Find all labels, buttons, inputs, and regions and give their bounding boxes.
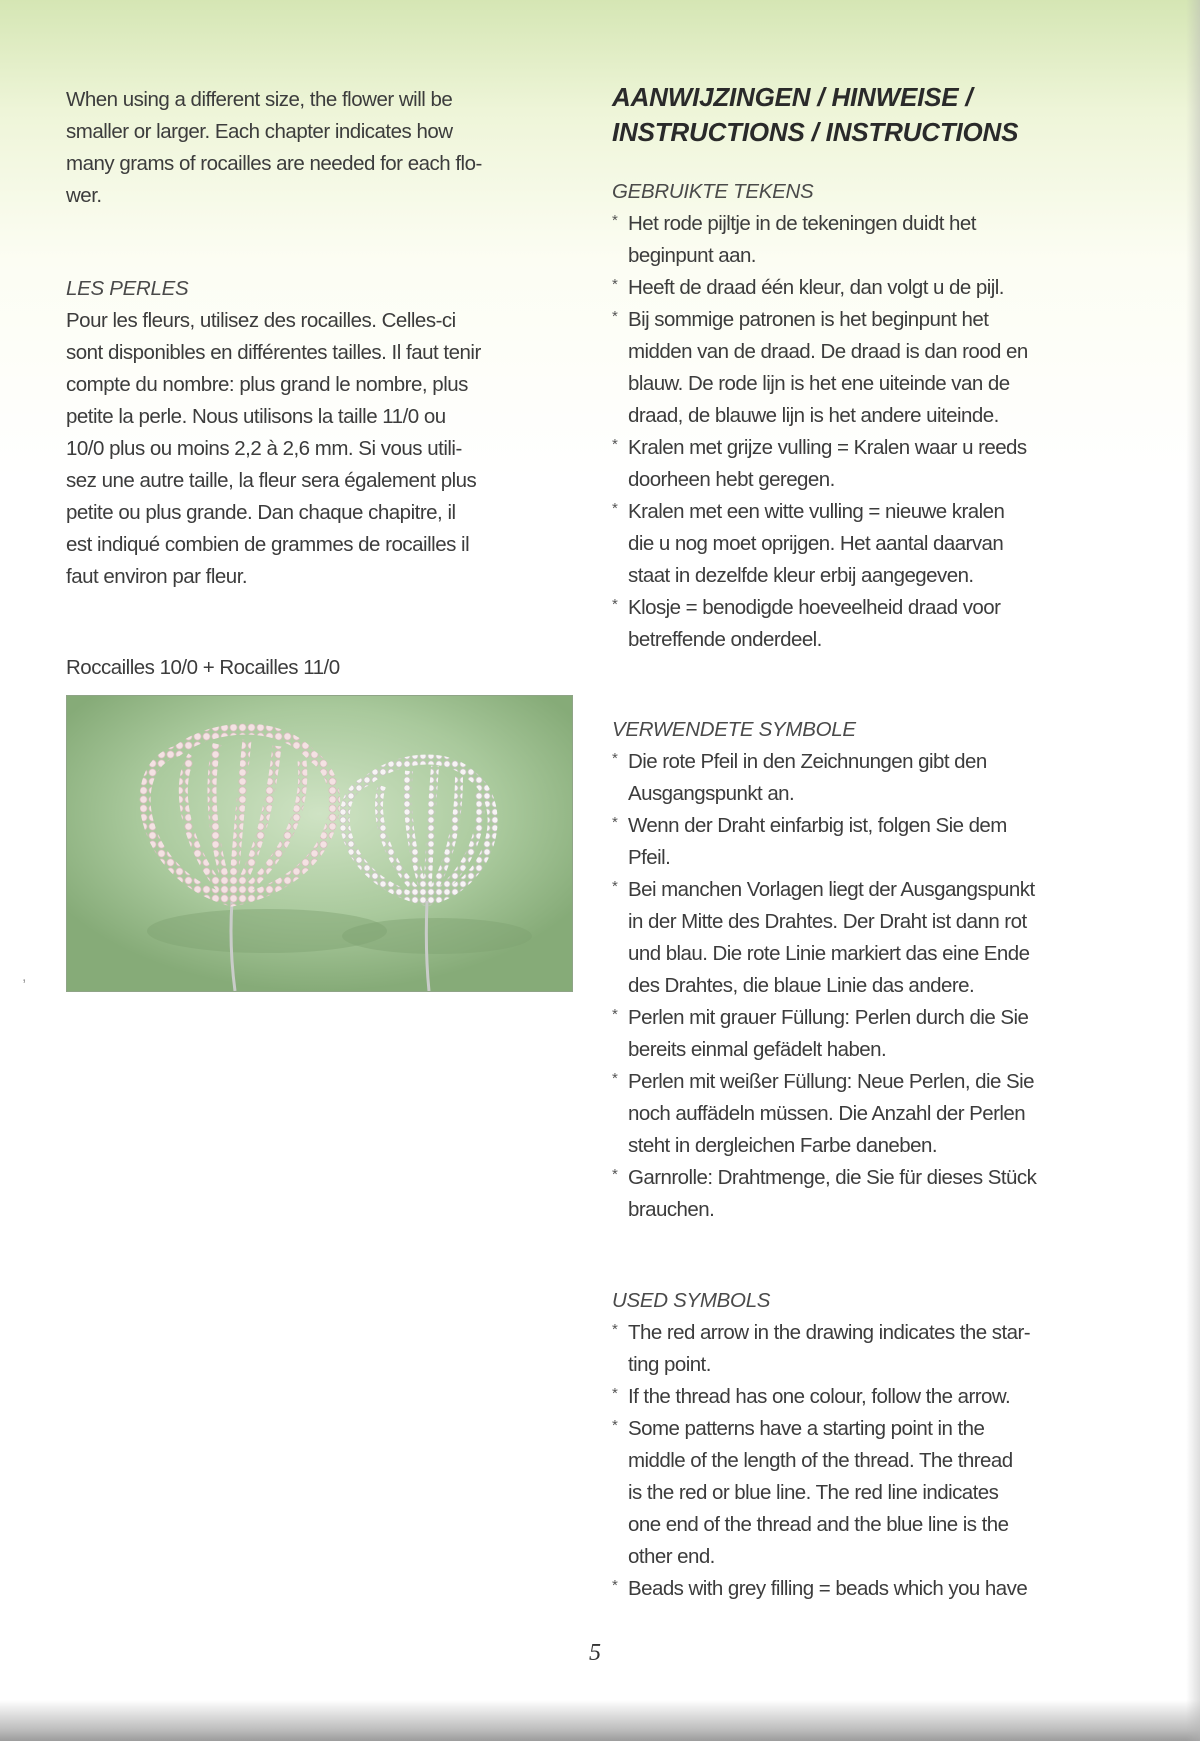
symbol-list (612, 1317, 1030, 1605)
bullet-star-icon: * (612, 276, 618, 293)
text-line: Pour les fleurs, utilisez des rocailles. Celles-ci (66, 309, 456, 332)
bullet-star-icon: * (612, 596, 618, 613)
text-line: many grams of rocailles are needed for each flo- (66, 152, 482, 175)
section-heading: USED SYMBOLS (612, 1289, 771, 1312)
bullet-star-icon: * (612, 814, 618, 831)
section-gebruikte-tekens (612, 176, 1028, 656)
symbol-list (612, 746, 1036, 1226)
list-item: * Perlen mit weißer Füllung: Neue Perlen, die Sie noch auffädeln müssen. Die Anzahl der Perlen steht in dergleichen Farbe daneben. (612, 1066, 1036, 1162)
text-line: petite ou plus grande. Dan chaque chapitre, il (66, 501, 456, 524)
section-heading: GEBRUIKTE TEKENS (612, 180, 814, 203)
text-line: sont disponibles en différentes tailles. Il faut tenir (66, 341, 481, 364)
list-item: * Garnrolle: Drahtmenge, die Sie für dieses Stück brauchen. (612, 1162, 1036, 1226)
list-item: * Perlen mit grauer Füllung: Perlen durch die Sie bereits einmal gefädelt haben. (612, 1002, 1036, 1066)
les-perles-section (66, 273, 481, 593)
bullet-star-icon: * (612, 1166, 618, 1183)
bullet-star-icon: * (612, 1417, 618, 1434)
list-item: * Some patterns have a starting point in the middle of the length of the thread. The thread is the red or blue line. The red line indicates one end of the thread and the blue line is the other end. (612, 1413, 1030, 1573)
text-line: When using a different size, the flower will be (66, 88, 453, 111)
page-edge-shadow (1186, 0, 1200, 1741)
bullet-star-icon: * (612, 1577, 618, 1594)
bullet-star-icon: * (612, 1070, 618, 1087)
list-item: * Beads with grey filling = beads which you have (612, 1573, 1030, 1605)
symbol-list (612, 208, 1028, 656)
section-heading: VERWENDETE SYMBOLE (612, 718, 856, 741)
section-used-symbols (612, 1285, 1030, 1605)
text-line: wer. (66, 184, 102, 207)
section-heading: LES PERLES (66, 277, 189, 300)
bullet-star-icon: * (612, 1385, 618, 1402)
list-item: * If the thread has one colour, follow the arrow. (612, 1381, 1030, 1413)
text-line: compte du nombre: plus grand le nombre, plus (66, 373, 468, 396)
margin-mark: , (22, 968, 27, 985)
main-heading-line: INSTRUCTIONS / INSTRUCTIONS (612, 117, 1019, 147)
bullet-star-icon: * (612, 1321, 618, 1338)
list-item: * Wenn der Draht einfarbig ist, folgen Sie dem Pfeil. (612, 810, 1036, 874)
section-verwendete-symbole (612, 714, 1036, 1226)
text-line: petite la perle. Nous utilisons la taille 11/0 ou (66, 405, 446, 428)
beaded-flowers-illustration (67, 696, 572, 991)
instructions-heading (612, 80, 1018, 150)
bullet-star-icon: * (612, 212, 618, 229)
list-item: * Bei manchen Vorlagen liegt der Ausgangspunkt in der Mitte des Drahtes. Der Draht ist dann rot und blau. Die rote Linie markiert das eine Ende des Drahtes, die blaue Linie das andere. (612, 874, 1036, 1002)
list-item: * Het rode pijltje in de tekeningen duidt het beginpunt aan. (612, 208, 1028, 272)
list-item: * Kralen met grijze vulling = Kralen waar u reeds doorheen hebt geregen. (612, 432, 1028, 496)
list-item: * The red arrow in the drawing indicates the star- ting point. (612, 1317, 1030, 1381)
beaded-flowers-photo (66, 695, 573, 992)
main-heading-line: AANWIJZINGEN / HINWEISE / (612, 82, 973, 112)
intro-paragraph (66, 84, 482, 212)
text-line: smaller or larger. Each chapter indicates how (66, 120, 453, 143)
bullet-star-icon: * (612, 1006, 618, 1023)
text-line: 10/0 plus ou moins 2,2 à 2,6 mm. Si vous utili- (66, 437, 462, 460)
list-item: * Kralen met een witte vulling = nieuwe kralen die u nog moet oprijgen. Het aantal daarvan staat in dezelfde kleur erbij aangegeven. (612, 496, 1028, 592)
text-line: faut environ par fleur. (66, 565, 248, 588)
list-item: * Heeft de draad één kleur, dan volgt u de pijl. (612, 272, 1028, 304)
list-item: * Die rote Pfeil in den Zeichnungen gibt den Ausgangspunkt an. (612, 746, 1036, 810)
page-number: 5 (589, 1640, 601, 1666)
list-item: * Bij sommige patronen is het beginpunt het midden van de draad. De draad is dan rood en blauw. De rode lijn is het ene uiteinde van de draad, de blauwe lijn is het andere uiteinde. (612, 304, 1028, 432)
bullet-star-icon: * (612, 750, 618, 767)
bullet-star-icon: * (612, 436, 618, 453)
text-line: sez une autre taille, la fleur sera également plus (66, 469, 477, 492)
photo-caption: Roccailles 10/0 + Rocailles 11/0 (66, 656, 340, 679)
text-line: est indiqué combien de grammes de rocailles il (66, 533, 470, 556)
list-item: * Klosje = benodigde hoeveelheid draad voor betreffende onderdeel. (612, 592, 1028, 656)
bullet-star-icon: * (612, 308, 618, 325)
bullet-star-icon: * (612, 500, 618, 517)
bullet-star-icon: * (612, 878, 618, 895)
